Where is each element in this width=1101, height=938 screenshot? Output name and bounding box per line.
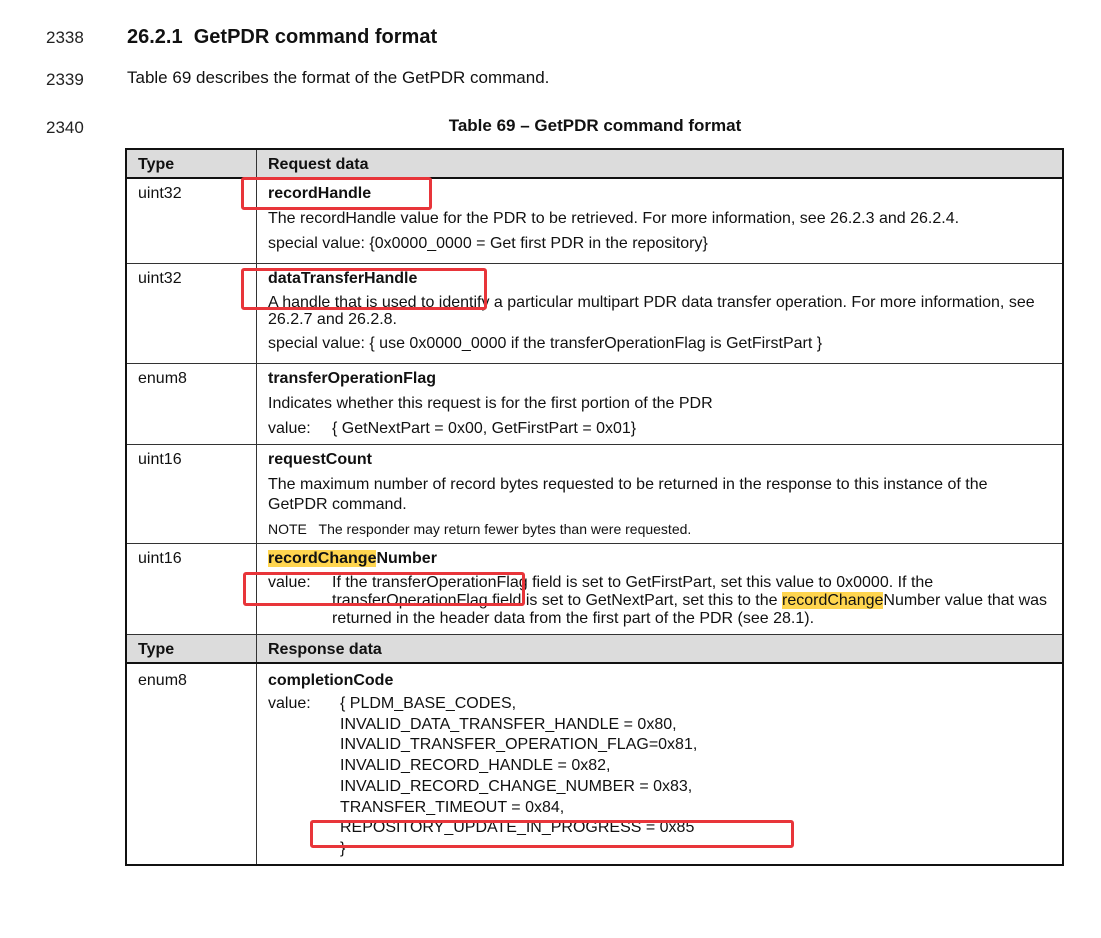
table-row [126,178,1063,264]
note-label: NOTE [268,521,307,537]
field-description [257,663,1064,865]
table-row [126,364,1063,445]
table-row [126,544,1063,635]
list-item: TRANSFER_TIMEOUT = 0x84, [340,798,565,816]
field-description [257,544,1064,635]
field-description [257,364,1064,445]
list-item: { PLDM_BASE_CODES, [340,695,517,712]
list-item: REPOSITORY_UPDATE_IN_PROGRESS = 0x85 [340,819,695,837]
value-row [268,574,1050,628]
search-highlight: recordChange [268,550,377,567]
description-text: Indicates whether this request is for the first portion of the PDR [268,395,713,412]
field-name [268,550,437,568]
section-heading [127,26,437,49]
value-label: value: [268,574,311,591]
list-item: INVALID_TRANSFER_OPERATION_FLAG=0x81, [340,736,698,754]
field-type: uint16 [126,445,257,544]
response-data-header: Response data [257,635,1064,664]
list-item: INVALID_DATA_TRANSFER_HANDLE = 0x80, [340,715,677,733]
field-description [257,178,1064,264]
table-row [126,445,1063,544]
response-header-row [126,635,1063,664]
field-name: transferOperationFlag [268,370,437,387]
field-description [257,264,1064,364]
value-text [332,574,1050,628]
line-number: 2339 [46,70,84,89]
value-row [268,419,1050,438]
field-type: uint32 [126,178,257,264]
value-row [268,694,1050,860]
note-text: The responder may return fewer bytes than were requested. [318,521,692,537]
line-number: 2340 [46,118,84,137]
getpdr-format-table [125,148,1064,866]
type-header: Type [126,149,257,178]
list-item: } [340,839,346,857]
field-type: uint16 [126,544,257,635]
description-text: A handle that is used to identify a particular multipart PDR data transfer operation. For more information, see 26.2.7 and 26.2.8. [268,294,1035,328]
request-data-header: Request data [257,149,1064,178]
search-highlight: recordChange [781,592,884,609]
request-header-row [126,149,1063,178]
field-type: uint32 [126,264,257,364]
value-text-part: Number value that was returned in the header data from the first part of the PDR (see 28.1). [332,592,1048,627]
value-text: { GetNextPart = 0x00, GetFirstPart = 0x01} [332,420,637,437]
description-text: The recordHandle value for the PDR to be retrieved. For more information, see 26.2.3 and 26.2.4. [268,210,960,227]
field-name: dataTransferHandle [268,270,418,287]
field-description [257,445,1064,544]
field-type: enum8 [126,364,257,445]
table-row [126,264,1063,364]
description-text: The maximum number of record bytes requested to be returned in the response to this instance of the GetPDR command. [268,476,988,513]
list-item: INVALID_RECORD_HANDLE = 0x82, [340,757,611,775]
value-text-part: If the transferOperationFlag field is set to GetFirstPart, set this value to 0x0000. If the transferOperationFlag field is set to GetNextPart, set this to the [332,574,934,609]
field-name: completionCode [268,672,394,689]
special-value-text: special value: {0x0000_0000 = Get first PDR in the repository} [268,235,708,252]
table-row [126,663,1063,865]
special-value-text: special value: { use 0x0000_0000 if the transferOperationFlag is GetFirstPart } [268,335,823,352]
section-title: GetPDR command format [193,26,438,48]
value-label: value: [268,420,311,437]
intro-text: Table 69 describes the format of the GetPDR command. [127,68,550,87]
field-name: requestCount [268,451,372,468]
note [268,521,1050,537]
field-name-rest: Number [376,550,437,567]
table-caption: Table 69 – GetPDR command format [448,116,742,135]
field-name: recordHandle [268,185,372,202]
type-header: Type [126,635,257,664]
list-item: INVALID_RECORD_CHANGE_NUMBER = 0x83, [340,777,693,795]
value-label: value: [268,695,311,712]
field-type: enum8 [126,663,257,865]
line-number: 2338 [46,28,84,47]
completion-code-list [340,694,697,860]
section-number: 26.2.1 [127,26,183,48]
